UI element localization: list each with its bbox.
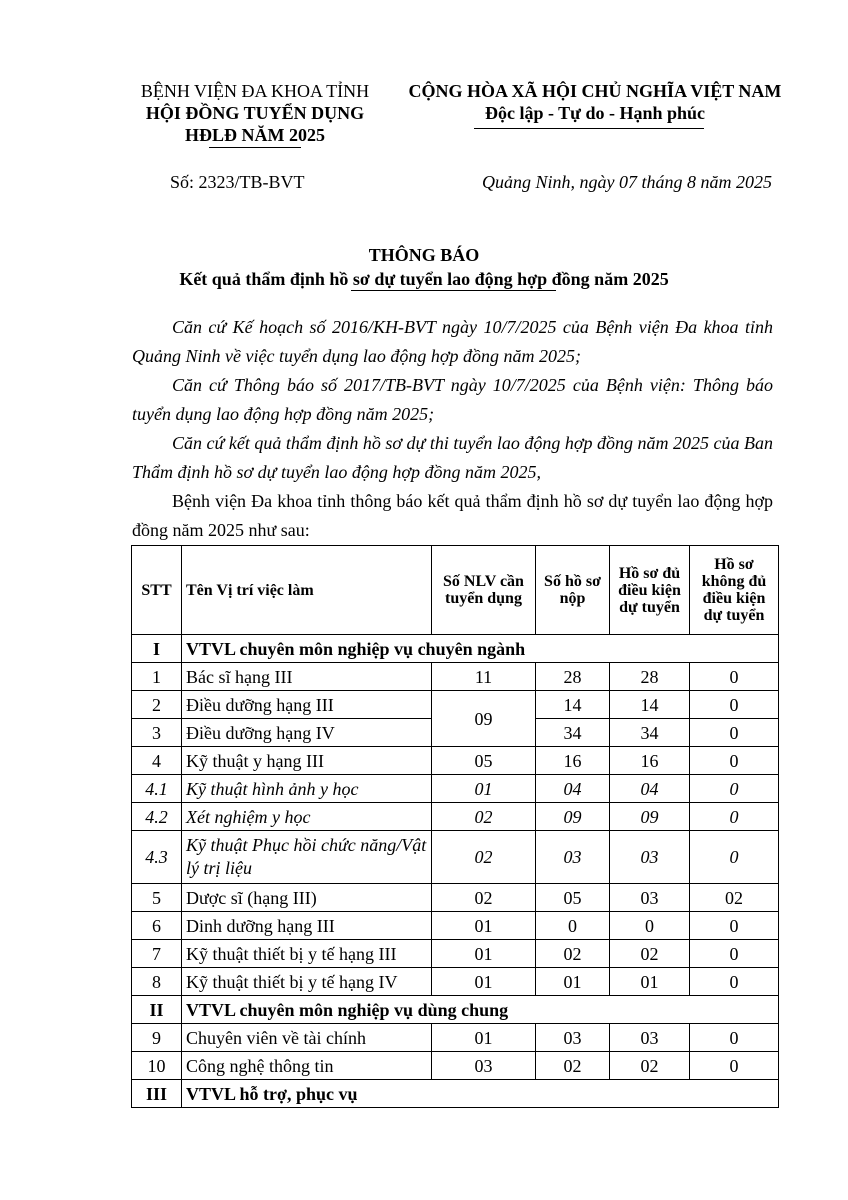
- cell-ineligible: 0: [690, 912, 779, 940]
- cell-submitted: 03: [536, 1024, 610, 1052]
- cell-submitted: 02: [536, 940, 610, 968]
- cell-eligible: 03: [610, 831, 690, 884]
- cell-position: Kỹ thuật Phục hồi chức năng/Vật lý trị liệu: [182, 831, 432, 884]
- cell-needed: 01: [432, 940, 536, 968]
- table-row: [132, 831, 779, 884]
- cell-submitted: 04: [536, 775, 610, 803]
- cell-needed: 01: [432, 775, 536, 803]
- section-name: VTVL chuyên môn nghiệp vụ chuyên ngành: [182, 635, 779, 663]
- cell-stt: 10: [132, 1052, 182, 1080]
- cell-eligible: 16: [610, 747, 690, 775]
- cell-eligible: 01: [610, 968, 690, 996]
- cell-position: Chuyên viên về tài chính: [182, 1024, 432, 1052]
- cell-ineligible: 0: [690, 775, 779, 803]
- header-needed: Số NLV cần tuyển dụng: [432, 546, 536, 635]
- document-number: Số: 2323/TB-BVT: [170, 172, 305, 192]
- table-row: [132, 940, 779, 968]
- section-row: [132, 996, 779, 1024]
- table-row: [132, 912, 779, 940]
- cell-eligible: 34: [610, 719, 690, 747]
- header-eligible: Hồ sơ đủ điều kiện dự tuyển: [610, 546, 690, 635]
- cell-stt: 4.3: [132, 831, 182, 884]
- cell-ineligible: 0: [690, 747, 779, 775]
- cell-stt: 1: [132, 663, 182, 691]
- cell-submitted: 09: [536, 803, 610, 831]
- section-stt: II: [132, 996, 182, 1024]
- cell-submitted: 14: [536, 691, 610, 719]
- cell-stt: 5: [132, 884, 182, 912]
- title-main: THÔNG BÁO: [368, 245, 480, 265]
- cell-needed: 01: [432, 912, 536, 940]
- cell-eligible: 0: [610, 912, 690, 940]
- table-row: [132, 775, 779, 803]
- table-row: [132, 1052, 779, 1080]
- nation-line-2: Độc lập - Tự do - Hạnh phúc: [484, 103, 706, 123]
- cell-needed: 03: [432, 1052, 536, 1080]
- cell-eligible: 03: [610, 1024, 690, 1052]
- table-row: [132, 968, 779, 996]
- notice-title: [0, 243, 848, 291]
- section-stt: III: [132, 1080, 182, 1108]
- cell-stt: 4.1: [132, 775, 182, 803]
- paragraph-basis-3: Căn cứ kết quả thẩm định hồ sơ dự thi tuyển lao động hợp đồng năm 2025 của Ban Thẩm định hồ sơ dự tuyển lao động hợp đồng năm 2025,: [132, 433, 773, 482]
- cell-eligible: 04: [610, 775, 690, 803]
- section-row: [132, 635, 779, 663]
- nation-line-1: CỘNG HÒA XÃ HỘI CHỦ NGHĨA VIỆT NAM: [408, 81, 782, 101]
- paragraph-announcement: Bệnh viện Đa khoa tỉnh thông báo kết quả thẩm định hồ sơ dự tuyển lao động hợp đồng năm 2025 như sau:: [132, 491, 773, 540]
- cell-ineligible: 0: [690, 1052, 779, 1080]
- cell-position: Điều dưỡng hạng III: [182, 691, 432, 719]
- cell-ineligible: 0: [690, 803, 779, 831]
- header-submitted: Số hồ sơ nộp: [536, 546, 610, 635]
- title-underline: [351, 290, 556, 291]
- org-line-1: BỆNH VIỆN ĐA KHOA TỈNH: [140, 81, 370, 101]
- cell-ineligible: 0: [690, 691, 779, 719]
- table-row: [132, 884, 779, 912]
- section-row: [132, 1080, 779, 1108]
- cell-submitted: 34: [536, 719, 610, 747]
- cell-position: Dược sĩ (hạng III): [182, 884, 432, 912]
- cell-eligible: 14: [610, 691, 690, 719]
- table-row: [132, 691, 779, 719]
- cell-position: Xét nghiệm y học: [182, 803, 432, 831]
- cell-position: Điều dưỡng hạng IV: [182, 719, 432, 747]
- cell-submitted: 28: [536, 663, 610, 691]
- cell-stt: 9: [132, 1024, 182, 1052]
- paragraph-basis-1: Căn cứ Kế hoạch số 2016/KH-BVT ngày 10/7/2025 của Bệnh viện Đa khoa tỉnh Quảng Ninh về việc tuyển dụng lao động hợp đồng năm 2025;: [132, 317, 773, 366]
- cell-ineligible: 0: [690, 940, 779, 968]
- cell-ineligible: 0: [690, 1024, 779, 1052]
- cell-position: Kỹ thuật thiết bị y tế hạng III: [182, 940, 432, 968]
- cell-position: Bác sĩ hạng III: [182, 663, 432, 691]
- table-row: [132, 747, 779, 775]
- cell-eligible: 09: [610, 803, 690, 831]
- cell-ineligible: 0: [690, 719, 779, 747]
- cell-needed: 02: [432, 803, 536, 831]
- header-position: Tên Vị trí việc làm: [182, 546, 432, 635]
- cell-stt: 8: [132, 968, 182, 996]
- cell-submitted: 05: [536, 884, 610, 912]
- table-header-row: [132, 546, 779, 635]
- document-date: Quảng Ninh, ngày 07 tháng 8 năm 2025: [482, 172, 772, 192]
- motto-underline: [474, 128, 704, 129]
- org-line-3: HĐLĐ NĂM 2025: [185, 125, 325, 145]
- header-ineligible: Hồ sơ không đủ điều kiện dự tuyển: [690, 546, 779, 635]
- cell-stt: 4: [132, 747, 182, 775]
- results-table: [131, 545, 779, 1108]
- cell-submitted: 01: [536, 968, 610, 996]
- header-stt: STT: [132, 546, 182, 635]
- cell-needed-merged: 09: [432, 691, 536, 747]
- cell-ineligible: 02: [690, 884, 779, 912]
- title-sub: Kết quả thẩm định hồ sơ dự tuyển lao động hợp đồng năm 2025: [179, 269, 669, 289]
- paragraph-basis-2: Căn cứ Thông báo số 2017/TB-BVT ngày 10/7/2025 của Bệnh viện: Thông báo tuyển dụng lao động hợp đồng năm 2025;: [132, 375, 773, 424]
- cell-submitted: 16: [536, 747, 610, 775]
- cell-eligible: 02: [610, 1052, 690, 1080]
- national-motto: [395, 80, 795, 124]
- cell-submitted: 02: [536, 1052, 610, 1080]
- cell-eligible: 28: [610, 663, 690, 691]
- cell-ineligible: 0: [690, 968, 779, 996]
- cell-stt: 2: [132, 691, 182, 719]
- cell-eligible: 02: [610, 940, 690, 968]
- cell-needed: 02: [432, 831, 536, 884]
- cell-position: Kỹ thuật thiết bị y tế hạng IV: [182, 968, 432, 996]
- cell-position: Dinh dưỡng hạng III: [182, 912, 432, 940]
- cell-submitted: 03: [536, 831, 610, 884]
- cell-position: Kỹ thuật hình ảnh y học: [182, 775, 432, 803]
- section-name: VTVL chuyên môn nghiệp vụ dùng chung: [182, 996, 779, 1024]
- cell-eligible: 03: [610, 884, 690, 912]
- org-underline: [209, 147, 301, 148]
- cell-stt: 3: [132, 719, 182, 747]
- section-stt: I: [132, 635, 182, 663]
- cell-position: Công nghệ thông tin: [182, 1052, 432, 1080]
- cell-stt: 6: [132, 912, 182, 940]
- issuing-organization: [110, 80, 400, 146]
- cell-submitted: 0: [536, 912, 610, 940]
- cell-stt: 4.2: [132, 803, 182, 831]
- cell-ineligible: 0: [690, 831, 779, 884]
- cell-position: Kỹ thuật y hạng III: [182, 747, 432, 775]
- table-row: [132, 1024, 779, 1052]
- cell-stt: 7: [132, 940, 182, 968]
- org-line-2: HỘI ĐỒNG TUYỂN DỤNG: [145, 103, 365, 123]
- cell-needed: 02: [432, 884, 536, 912]
- cell-needed: 01: [432, 968, 536, 996]
- table-row: [132, 803, 779, 831]
- cell-needed: 05: [432, 747, 536, 775]
- section-name: VTVL hỗ trợ, phục vụ: [182, 1080, 779, 1108]
- cell-needed: 01: [432, 1024, 536, 1052]
- table-row: [132, 663, 779, 691]
- cell-needed: 11: [432, 663, 536, 691]
- cell-ineligible: 0: [690, 663, 779, 691]
